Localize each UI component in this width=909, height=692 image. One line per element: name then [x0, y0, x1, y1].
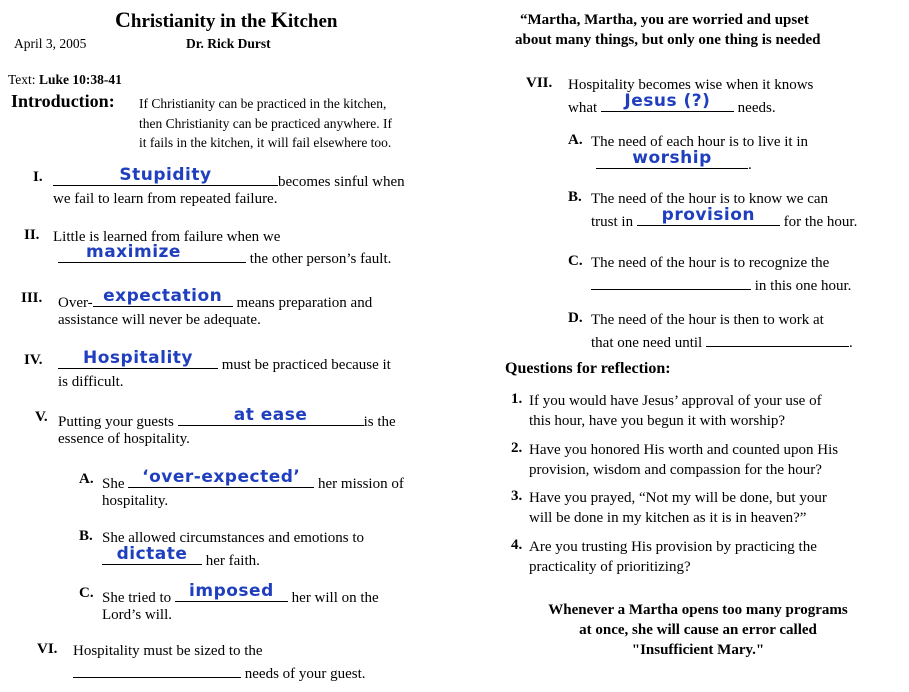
question-text: Are you trusting His provision by practicing the [529, 539, 817, 555]
answer-blank [73, 661, 241, 678]
title-part: hristianity in the [130, 11, 271, 32]
answer-blank [58, 348, 218, 369]
point-text: Little is learned from failure when we [53, 229, 281, 245]
point-text: her faith. [205, 553, 260, 569]
point-text: Lord’s will. [102, 607, 172, 623]
point-number: C. [568, 253, 583, 269]
question-number: 4. [511, 537, 523, 553]
point-text: is difficult. [58, 374, 124, 390]
point-2 [58, 242, 392, 270]
answer-text: Stupidity [119, 165, 212, 185]
point-number: B. [568, 189, 582, 205]
point-number: III. [21, 290, 43, 306]
point-text: Over- [58, 295, 93, 311]
quote-line: “Martha, Martha, you are worried and upset [520, 12, 809, 28]
point-7b [591, 205, 858, 233]
point-5b [102, 544, 260, 572]
answer-text: Hospitality [83, 348, 193, 368]
page-title [115, 7, 338, 33]
point-text: . [848, 335, 853, 351]
scripture-label: Text: [8, 72, 36, 87]
answer-blank [128, 467, 314, 488]
answer-blank [178, 405, 364, 426]
answer-text: maximize [86, 242, 181, 262]
closing-line: Whenever a Martha opens too many programs [548, 602, 848, 618]
question-number: 2. [511, 440, 523, 456]
point-number: B. [79, 528, 93, 544]
question-text: will be done in my kitchen as it is in heaven?” [529, 510, 807, 526]
point-number: VI. [37, 641, 58, 657]
point-text: is the [363, 414, 396, 430]
point-text: She allowed circumstances and emotions to [102, 530, 365, 546]
question-text: this hour, have you begun it with worship? [529, 413, 786, 429]
point-7a [596, 148, 752, 176]
point-text: hospitality. [102, 493, 169, 509]
point-text: The need of the hour is to know we can [591, 191, 829, 207]
answer-text: at ease [233, 405, 308, 425]
point-text: The need of the hour is then to work at [591, 312, 824, 328]
point-text: assistance will never be adequate. [58, 312, 261, 328]
answer-blank [58, 242, 246, 263]
point-number: C. [79, 585, 94, 601]
answer-text: ‘over-expected’ [142, 467, 301, 487]
point-6 [73, 661, 366, 685]
point-text: must be practiced because it [221, 357, 391, 373]
scripture-reference [8, 70, 122, 90]
title-part: K [270, 7, 288, 32]
point-text: Putting your guests [58, 414, 174, 430]
point-text: the other person’s fault. [249, 251, 392, 267]
point-text: Hospitality must be sized to the [73, 643, 263, 659]
point-text: means preparation and [236, 295, 373, 311]
title-part: itchen [287, 11, 338, 32]
point-number: VII. [526, 75, 553, 91]
speaker: Dr. Rick Durst [186, 36, 271, 51]
answer-blank [591, 273, 751, 290]
point-text: She [102, 476, 125, 492]
answer-blank [102, 544, 202, 565]
point-text: her mission of [318, 476, 404, 492]
closing-block [505, 600, 891, 660]
answer-text: dictate [116, 544, 188, 564]
point-text: Hospitality becomes wise when it knows [568, 77, 814, 93]
closing-line: "Insufficient Mary." [631, 642, 765, 658]
point-number: D. [568, 310, 583, 326]
answer-blank [601, 91, 734, 112]
point-text: She tried to [102, 590, 172, 606]
point-7 [568, 91, 776, 119]
title-part: C [115, 7, 131, 32]
question-text: Have you prayed, “Not my will be done, but your [529, 490, 827, 506]
answer-blank [706, 330, 849, 347]
answer-text: worship [632, 148, 712, 168]
answer-blank [637, 205, 780, 226]
answer-blank [93, 286, 233, 307]
answer-text: provision [661, 205, 756, 225]
point-text: The need of each hour is to live it in [591, 134, 809, 150]
point-text: what [568, 100, 598, 116]
question-number: 3. [511, 488, 523, 504]
point-text: needs. [737, 100, 776, 116]
question-text: practicality of prioritizing? [529, 559, 691, 575]
answer-blank [53, 165, 278, 186]
question-text: provision, wisdom and compassion for the hour? [529, 462, 822, 478]
point-text: becomes sinful when [278, 174, 405, 190]
point-7d [591, 330, 853, 354]
question-number: 1. [511, 391, 523, 407]
reflection-heading: Questions for reflection: [505, 360, 671, 377]
intro-line: it fails in the kitchen, it will fail elsewhere too. [139, 135, 392, 150]
date: April 3, 2005 [14, 36, 87, 51]
intro-line: then Christianity can be practiced anywhere. If [139, 116, 393, 131]
quote-line: about many things, but only one thing is needed [515, 32, 821, 48]
point-number: V. [35, 409, 48, 425]
point-number: A. [568, 132, 583, 148]
point-number: A. [79, 471, 94, 487]
answer-text: Jesus (?) [624, 91, 711, 111]
point-text: The need of the hour is to recognize the [591, 255, 830, 271]
point-text: for the hour. [783, 214, 858, 230]
answer-text: imposed [189, 581, 274, 601]
answer-text: expectation [103, 286, 223, 306]
answer-blank [175, 581, 288, 602]
point-number: IV. [24, 352, 43, 368]
point-7c [591, 273, 851, 297]
question-text: If you would have Jesus’ approval of your use of [529, 393, 822, 409]
point-text: essence of hospitality. [58, 431, 190, 447]
point-text: trust in [591, 214, 634, 230]
point-text: her will on the [291, 590, 379, 606]
intro-line: If Christianity can be practiced in the kitchen, [139, 96, 387, 111]
point-text: we fail to learn from repeated failure. [53, 191, 278, 207]
question-text: Have you honored His worth and counted upon His [529, 442, 839, 458]
scripture-value: Luke 10:38-41 [38, 72, 122, 87]
point-text: needs of your guest. [244, 666, 366, 682]
point-number: I. [33, 169, 43, 185]
point-text: . [748, 157, 752, 173]
closing-line: at once, she will cause an error called [579, 622, 817, 638]
point-text: in this one hour. [754, 278, 852, 294]
answer-blank [596, 148, 748, 169]
point-text: that one need until [591, 335, 703, 351]
intro-label: Introduction: [11, 91, 115, 111]
point-number: II. [24, 227, 40, 243]
